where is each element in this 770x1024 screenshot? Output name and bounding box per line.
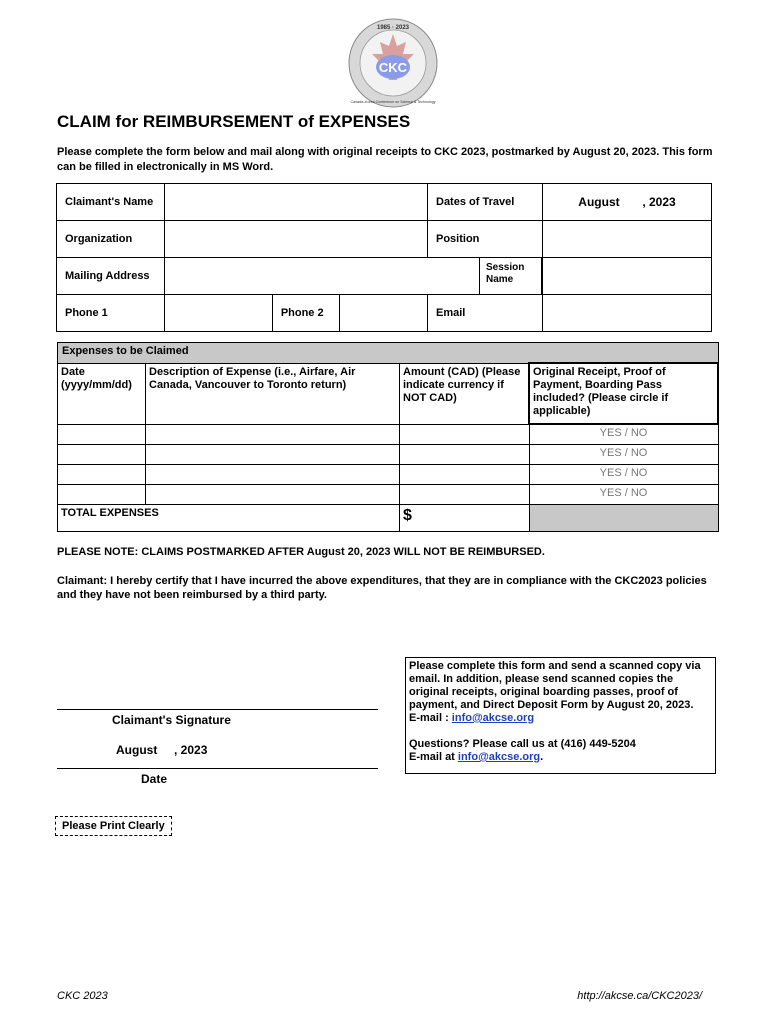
print-clearly-note: Please Print Clearly bbox=[55, 816, 172, 836]
certification-text: Claimant: I hereby certify that I have incurred the above expenditures, that they are in compliance with the CKC2023 policies and they have not been reimbursed by a third party. bbox=[57, 575, 707, 601]
expense-amount-field[interactable] bbox=[400, 424, 530, 445]
expense-description-field[interactable] bbox=[146, 445, 400, 465]
signature-year: , 2023 bbox=[174, 743, 208, 757]
submission-info-box bbox=[405, 657, 716, 774]
col-receipt-header: Original Receipt, Proof of Payment, Boarding Pass included? (Please circle if applicable) bbox=[529, 363, 718, 424]
signature-date-value[interactable] bbox=[116, 743, 207, 757]
email-link-1[interactable]: info@akcse.org bbox=[451, 712, 535, 724]
total-receipt-cell bbox=[529, 505, 718, 532]
position-label: Position bbox=[428, 221, 543, 258]
footer-left: CKC 2023 bbox=[57, 990, 108, 1002]
receipt-yes-no[interactable]: YES / NO bbox=[529, 445, 718, 465]
logo-ring-text: Canada–Korea Conference on Science & Technology bbox=[350, 100, 436, 104]
period: . bbox=[540, 751, 544, 763]
email-label-1: E-mail : bbox=[409, 712, 452, 724]
expense-date-field[interactable] bbox=[58, 445, 146, 465]
logo-center-text: CKC bbox=[378, 60, 408, 75]
expense-row bbox=[58, 445, 719, 465]
expense-description-field[interactable] bbox=[146, 424, 400, 445]
questions-phone: Questions? Please call us at (416) 449-5204 bbox=[409, 738, 636, 750]
claimant-name-label: Claimant's Name bbox=[57, 184, 165, 221]
expense-row bbox=[58, 424, 719, 445]
claimant-name-field[interactable] bbox=[165, 184, 428, 221]
travel-year: , 2023 bbox=[642, 195, 676, 209]
session-name-field[interactable] bbox=[486, 258, 712, 295]
email-field[interactable] bbox=[543, 295, 712, 332]
session-name-label: Session Name bbox=[479, 258, 542, 294]
phone1-label: Phone 1 bbox=[57, 295, 165, 332]
expense-row bbox=[58, 485, 719, 505]
ckc-logo bbox=[348, 18, 438, 108]
col-date-header: Date (yyyy/mm/dd) bbox=[58, 363, 146, 424]
claimant-info-table bbox=[56, 183, 712, 332]
organization-field[interactable] bbox=[165, 221, 428, 258]
col-description-header: Description of Expense (i.e., Airfare, Air Canada, Vancouver to Toronto return) bbox=[146, 363, 400, 424]
postmark-note: PLEASE NOTE: CLAIMS POSTMARKED AFTER August 20, 2023 WILL NOT BE REIMBURSED. bbox=[57, 546, 545, 558]
form-intro: Please complete the form below and mail along with original receipts to CKC 2023, postmarked by August 20, 2023. This form can be filled in electronically in MS Word. bbox=[57, 146, 713, 173]
receipt-yes-no[interactable]: YES / NO bbox=[529, 485, 718, 505]
footer-url[interactable]: http://akcse.ca/CKC2023/ bbox=[577, 990, 702, 1002]
email-label-2: E-mail at bbox=[409, 751, 458, 763]
date-label: Date bbox=[141, 772, 168, 786]
expense-amount-field[interactable] bbox=[400, 445, 530, 465]
dates-of-travel-label: Dates of Travel bbox=[428, 184, 543, 221]
col-amount-header: Amount (CAD) (Please indicate currency if NOT CAD) bbox=[400, 363, 530, 424]
mailing-address-label: Mailing Address bbox=[57, 258, 165, 295]
expense-row bbox=[58, 465, 719, 485]
expense-date-field[interactable] bbox=[58, 465, 146, 485]
position-field[interactable] bbox=[543, 221, 712, 258]
phone2-field[interactable] bbox=[340, 295, 428, 332]
travel-month: August bbox=[578, 195, 620, 209]
expense-description-field[interactable] bbox=[146, 485, 400, 505]
expense-amount-field[interactable] bbox=[400, 465, 530, 485]
dates-of-travel-field[interactable] bbox=[543, 184, 712, 221]
total-expenses-label: TOTAL EXPENSES bbox=[58, 505, 400, 532]
signature-month: August bbox=[116, 743, 158, 757]
phone1-field[interactable] bbox=[165, 295, 273, 332]
expense-amount-field[interactable] bbox=[400, 485, 530, 505]
signature-line[interactable] bbox=[57, 709, 378, 710]
phone2-label: Phone 2 bbox=[272, 295, 340, 332]
receipt-yes-no[interactable]: YES / NO bbox=[529, 424, 718, 445]
email-link-2[interactable]: info@akcse.org bbox=[457, 751, 541, 763]
signature-label: Claimant's Signature bbox=[112, 713, 231, 727]
date-line bbox=[57, 768, 378, 769]
receipt-yes-no[interactable]: YES / NO bbox=[529, 465, 718, 485]
expenses-table bbox=[57, 342, 719, 532]
form-title: CLAIM for REIMBURSEMENT of EXPENSES bbox=[57, 112, 411, 131]
submission-instructions: Please complete this form and send a scanned copy via email. In addition, please send scanned copies the original receipts, original boarding passes, proof of payment, and Direct Deposit Form by August 20, 2023. bbox=[409, 660, 701, 711]
email-label: Email bbox=[428, 295, 543, 332]
total-expenses-field[interactable]: $ bbox=[400, 505, 530, 532]
organization-label: Organization bbox=[57, 221, 165, 258]
expense-description-field[interactable] bbox=[146, 465, 400, 485]
expense-date-field[interactable] bbox=[58, 424, 146, 445]
expenses-header: Expenses to be Claimed bbox=[58, 343, 719, 364]
logo-top-text: 1985 · 2023 bbox=[376, 25, 410, 31]
expense-date-field[interactable] bbox=[58, 485, 146, 505]
